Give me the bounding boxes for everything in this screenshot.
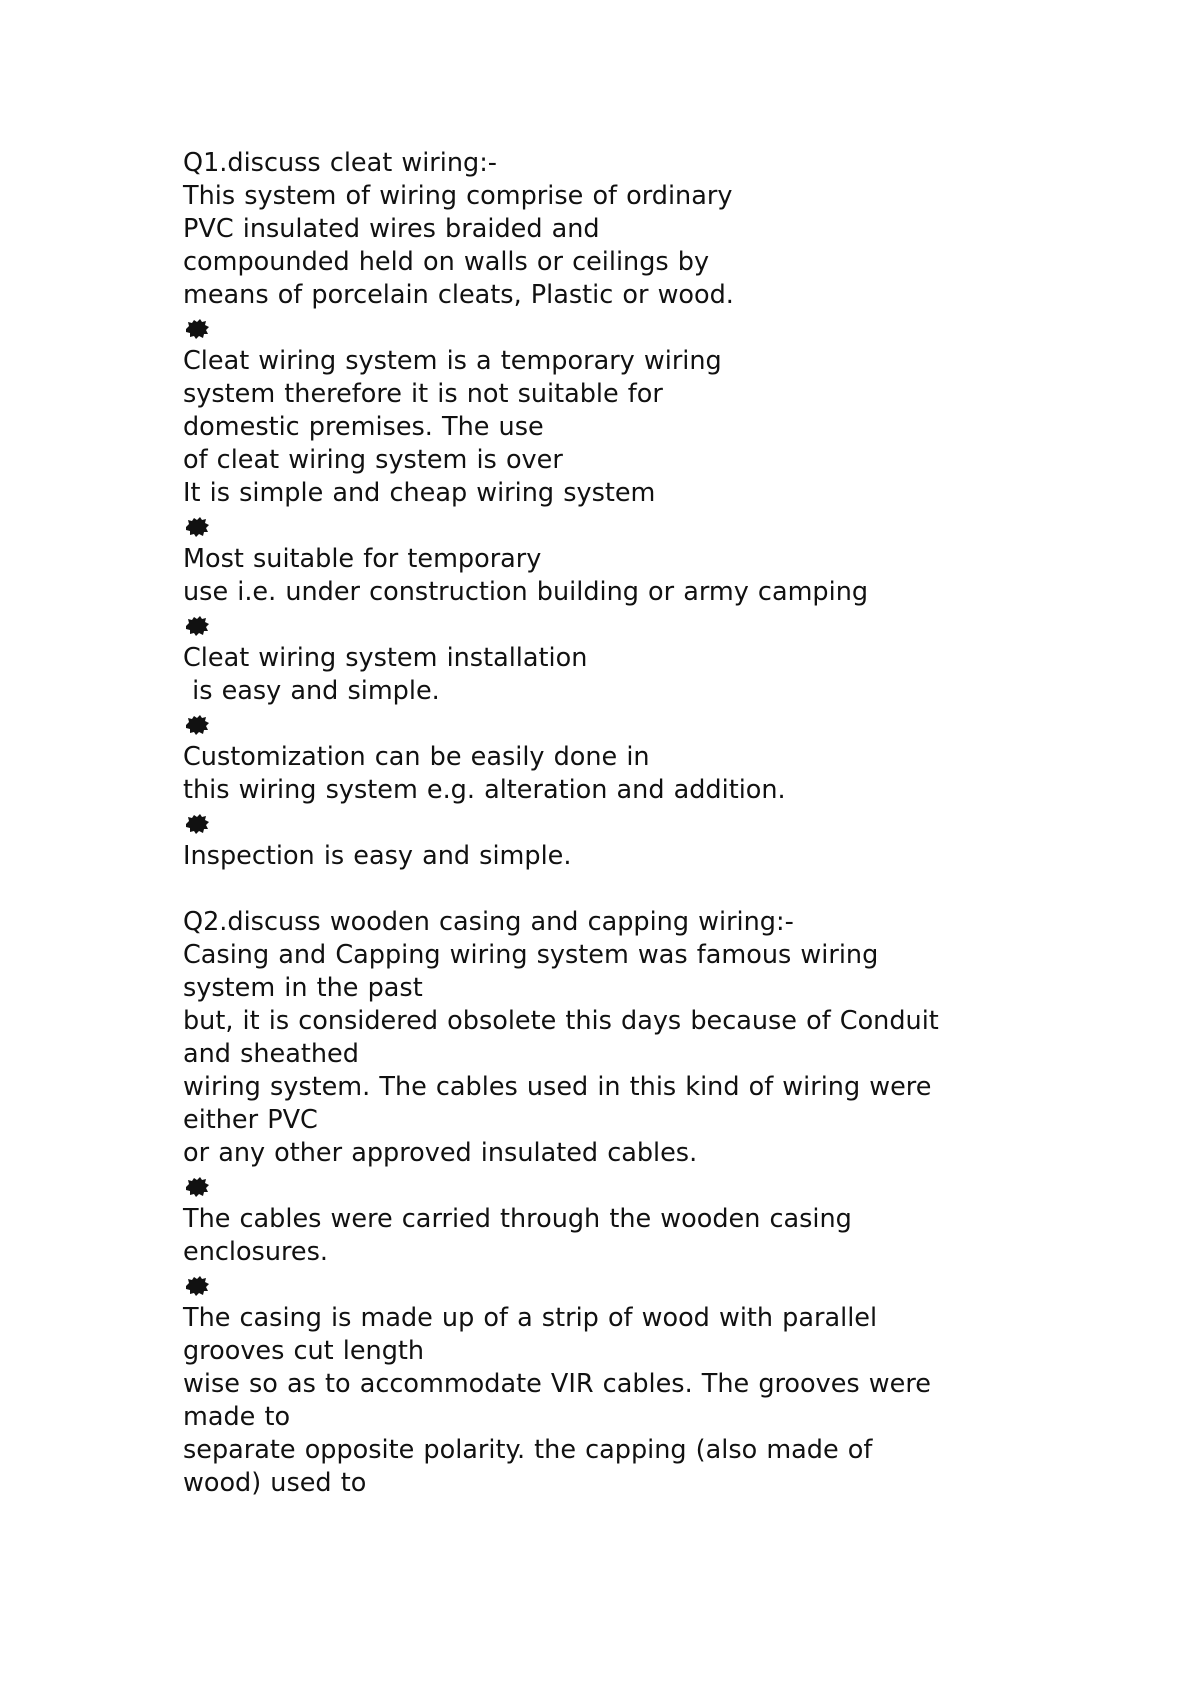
q2-point-2-line: The casing is made up of a strip of wood with parallel [183,1303,878,1333]
q2-point-2-line: grooves cut length [183,1336,425,1366]
q2-intro-line: or any other approved insulated cables. [183,1138,698,1168]
q1-point-4-line: this wiring system e.g. alteration and addition. [183,775,786,805]
splat-bullet-icon [183,1269,1083,1302]
q2-point-2-line: made to [183,1402,291,1432]
q2-intro-line: system in the past [183,973,423,1003]
q2-point-1-line: enclosures. [183,1237,329,1267]
q2-intro-line: Casing and Capping wiring system was famous wiring [183,940,879,970]
section-spacer [183,873,1083,906]
document-body [183,147,1083,1500]
q1-intro-line: PVC insulated wires braided and [183,214,600,244]
q1-intro-line: This system of wiring comprise of ordinary [183,181,733,211]
q1-heading: Q1.discuss cleat wiring:- [183,148,497,178]
splat-bullet-icon [183,312,1083,345]
q1-intro-line: compounded held on walls or ceilings by [183,247,710,277]
q1-point-3-line: Cleat wiring system installation [183,643,588,673]
q2-point-1-line: The cables were carried through the wooden casing [183,1204,852,1234]
q2-point-2-line: wood) used to [183,1468,367,1498]
q2-heading: Q2.discuss wooden casing and capping wiring:- [183,907,794,937]
q2-intro-line: but, it is considered obsolete this days because of Conduit [183,1006,939,1036]
q1-point-5-line: Inspection is easy and simple. [183,841,572,871]
q1-intro-line: means of porcelain cleats, Plastic or wood. [183,280,734,310]
q1-point-1-line: domestic premises. The use [183,412,544,442]
q2-intro-line: and sheathed [183,1039,359,1069]
q2-point-2-line: wise so as to accommodate VIR cables. The grooves were [183,1369,931,1399]
q2-intro-line: either PVC [183,1105,318,1135]
splat-bullet-icon [183,609,1083,642]
q2-intro-line: wiring system. The cables used in this kind of wiring were [183,1072,932,1102]
splat-bullet-icon [183,708,1083,741]
q1-point-1-line: It is simple and cheap wiring system [183,478,656,508]
q1-point-4-line: Customization can be easily done in [183,742,650,772]
q1-point-1-line: of cleat wiring system is over [183,445,563,475]
q1-point-3-line: is easy and simple. [183,676,440,706]
splat-bullet-icon [183,510,1083,543]
q1-point-2-line: use i.e. under construction building or army camping [183,577,869,607]
splat-bullet-icon [183,1170,1083,1203]
q1-point-2-line: Most suitable for temporary [183,544,542,574]
q2-point-2-line: separate opposite polarity. the capping (also made of [183,1435,873,1465]
q1-point-1-line: Cleat wiring system is a temporary wiring [183,346,722,376]
splat-bullet-icon [183,807,1083,840]
q1-point-1-line: system therefore it is not suitable for [183,379,663,409]
